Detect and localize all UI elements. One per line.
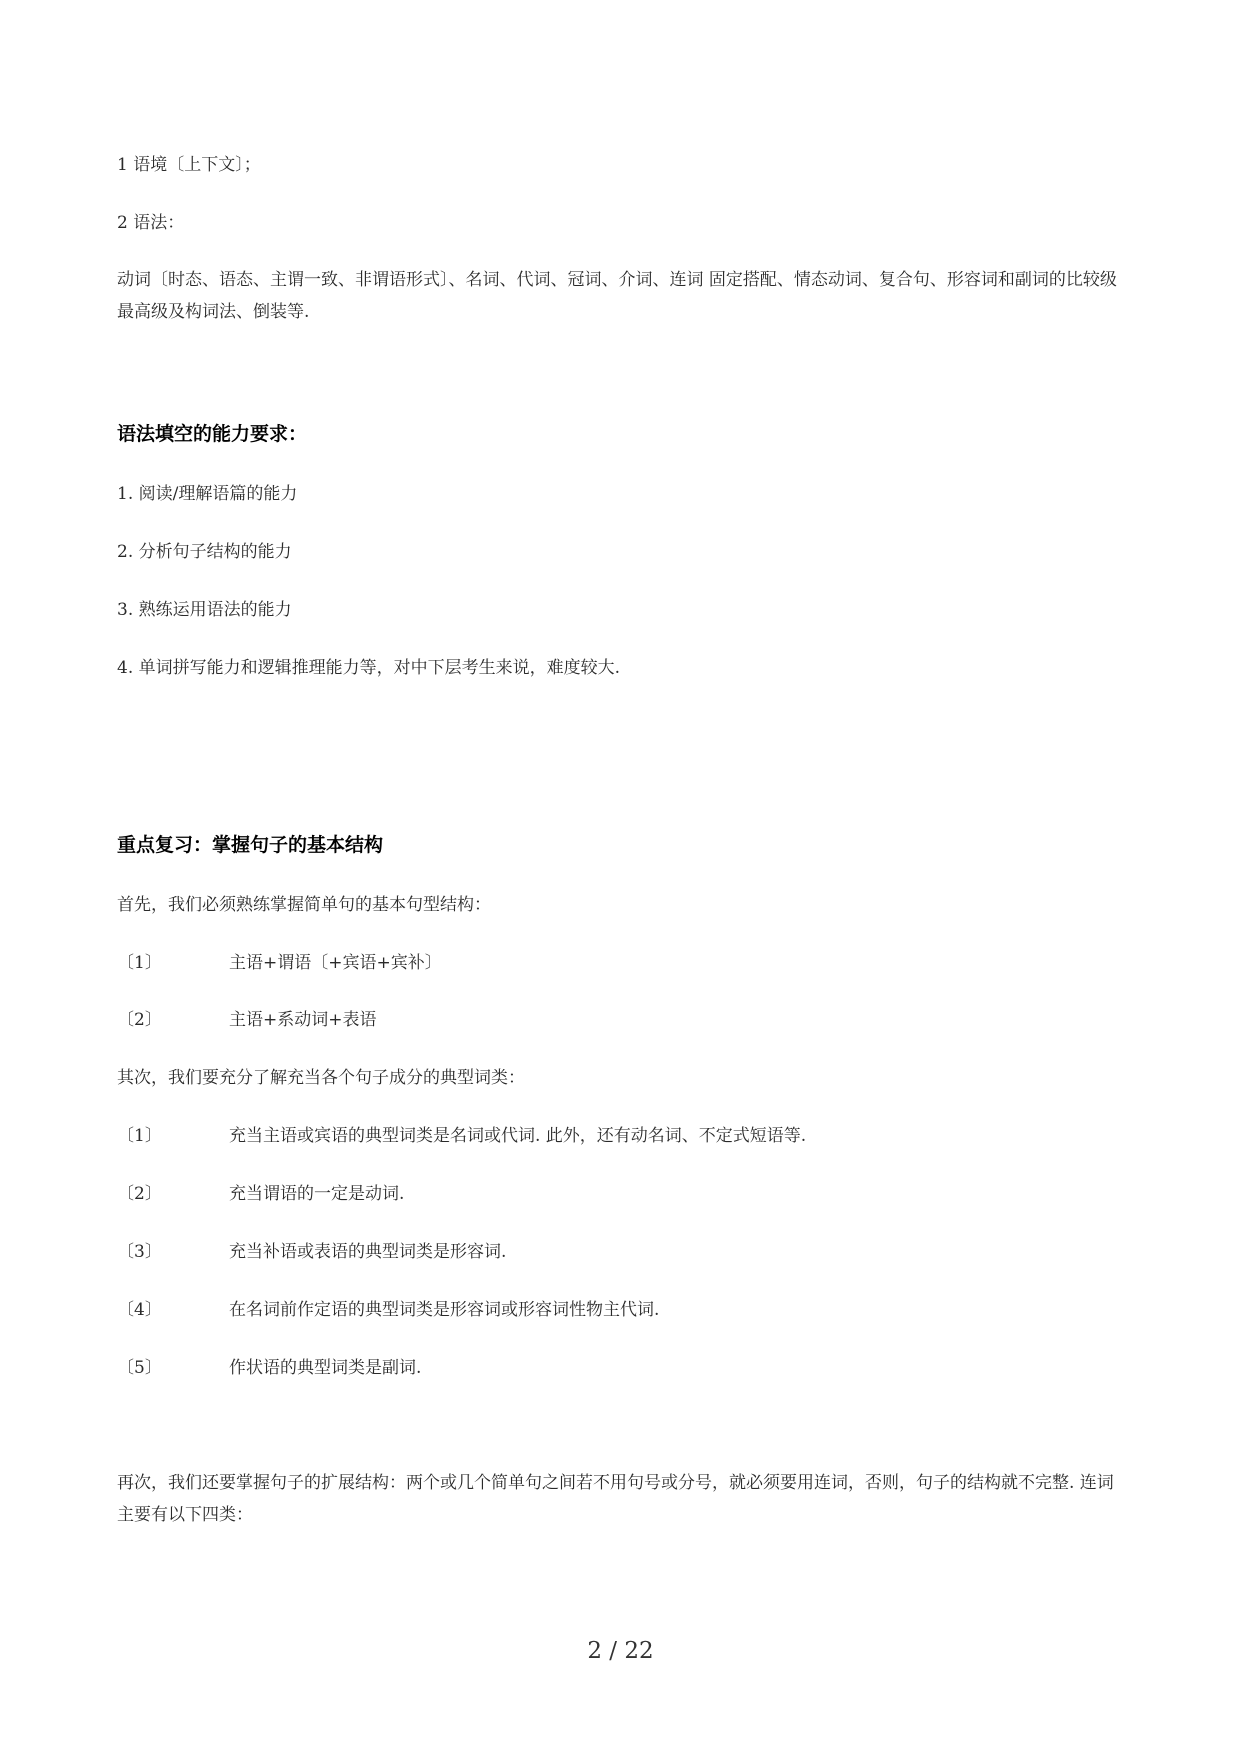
grammar-detail-paragraph: 动词〔时态、语态、主谓一致、非谓语形式〕、名词、代词、冠词、介词、连词 固定搭配、情态动词、复合句、形容词和副词的比较级最高级及构词法、倒装等.: [117, 270, 1117, 322]
pattern-text: 主语+系动词+表语: [229, 1010, 377, 1030]
ability-item-1: 1. 阅读/理解语篇的能力: [117, 484, 298, 504]
word-class-text: 充当谓语的一定是动词.: [229, 1184, 405, 1204]
extension-paragraph: 再次，我们还要掌握句子的扩展结构：两个或几个简单句之间若不用句号或分号，就必须要用连词，否则，句子的结构就不完整. 连词主要有以下四类：: [117, 1473, 1114, 1525]
ability-heading: 语法填空的能力要求：: [117, 423, 308, 445]
page-number: 2 / 22: [587, 1638, 654, 1664]
word-class-text: 充当主语或宾语的典型词类是名词或代词. 此外，还有动名词、不定式短语等.: [229, 1126, 807, 1146]
review-heading: 重点复习：掌握句子的基本结构: [117, 834, 384, 856]
word-class-number: 〔1〕: [117, 1126, 162, 1146]
pattern-number: 〔2〕: [117, 1010, 162, 1030]
word-class-number: 〔2〕: [117, 1184, 162, 1204]
word-class-number: 〔5〕: [117, 1358, 162, 1378]
review-intro-2: 其次，我们要充分了解充当各个句子成分的典型词类：: [117, 1068, 525, 1088]
context-item-1: 1 语境〔上下文〕；: [117, 155, 261, 175]
word-class-text: 在名词前作定语的典型词类是形容词或形容词性物主代词.: [229, 1300, 660, 1320]
word-class-text: 充当补语或表语的典型词类是形容词.: [229, 1242, 507, 1262]
word-class-number: 〔3〕: [117, 1242, 162, 1262]
ability-item-2: 2. 分析句子结构的能力: [117, 542, 292, 562]
word-class-number: 〔4〕: [117, 1300, 162, 1320]
ability-item-3: 3. 熟练运用语法的能力: [117, 600, 292, 620]
review-intro-1: 首先，我们必须熟练掌握简单句的基本句型结构：: [117, 895, 491, 915]
ability-item-4: 4. 单词拼写能力和逻辑推理能力等，对中下层考生来说，难度较大.: [117, 658, 621, 678]
context-item-2: 2 语法：: [117, 213, 185, 233]
word-class-text: 作状语的典型词类是副词.: [229, 1358, 422, 1378]
pattern-number: 〔1〕: [117, 953, 162, 973]
pattern-text: 主语+谓语〔+宾语+宾补〕: [229, 953, 442, 973]
